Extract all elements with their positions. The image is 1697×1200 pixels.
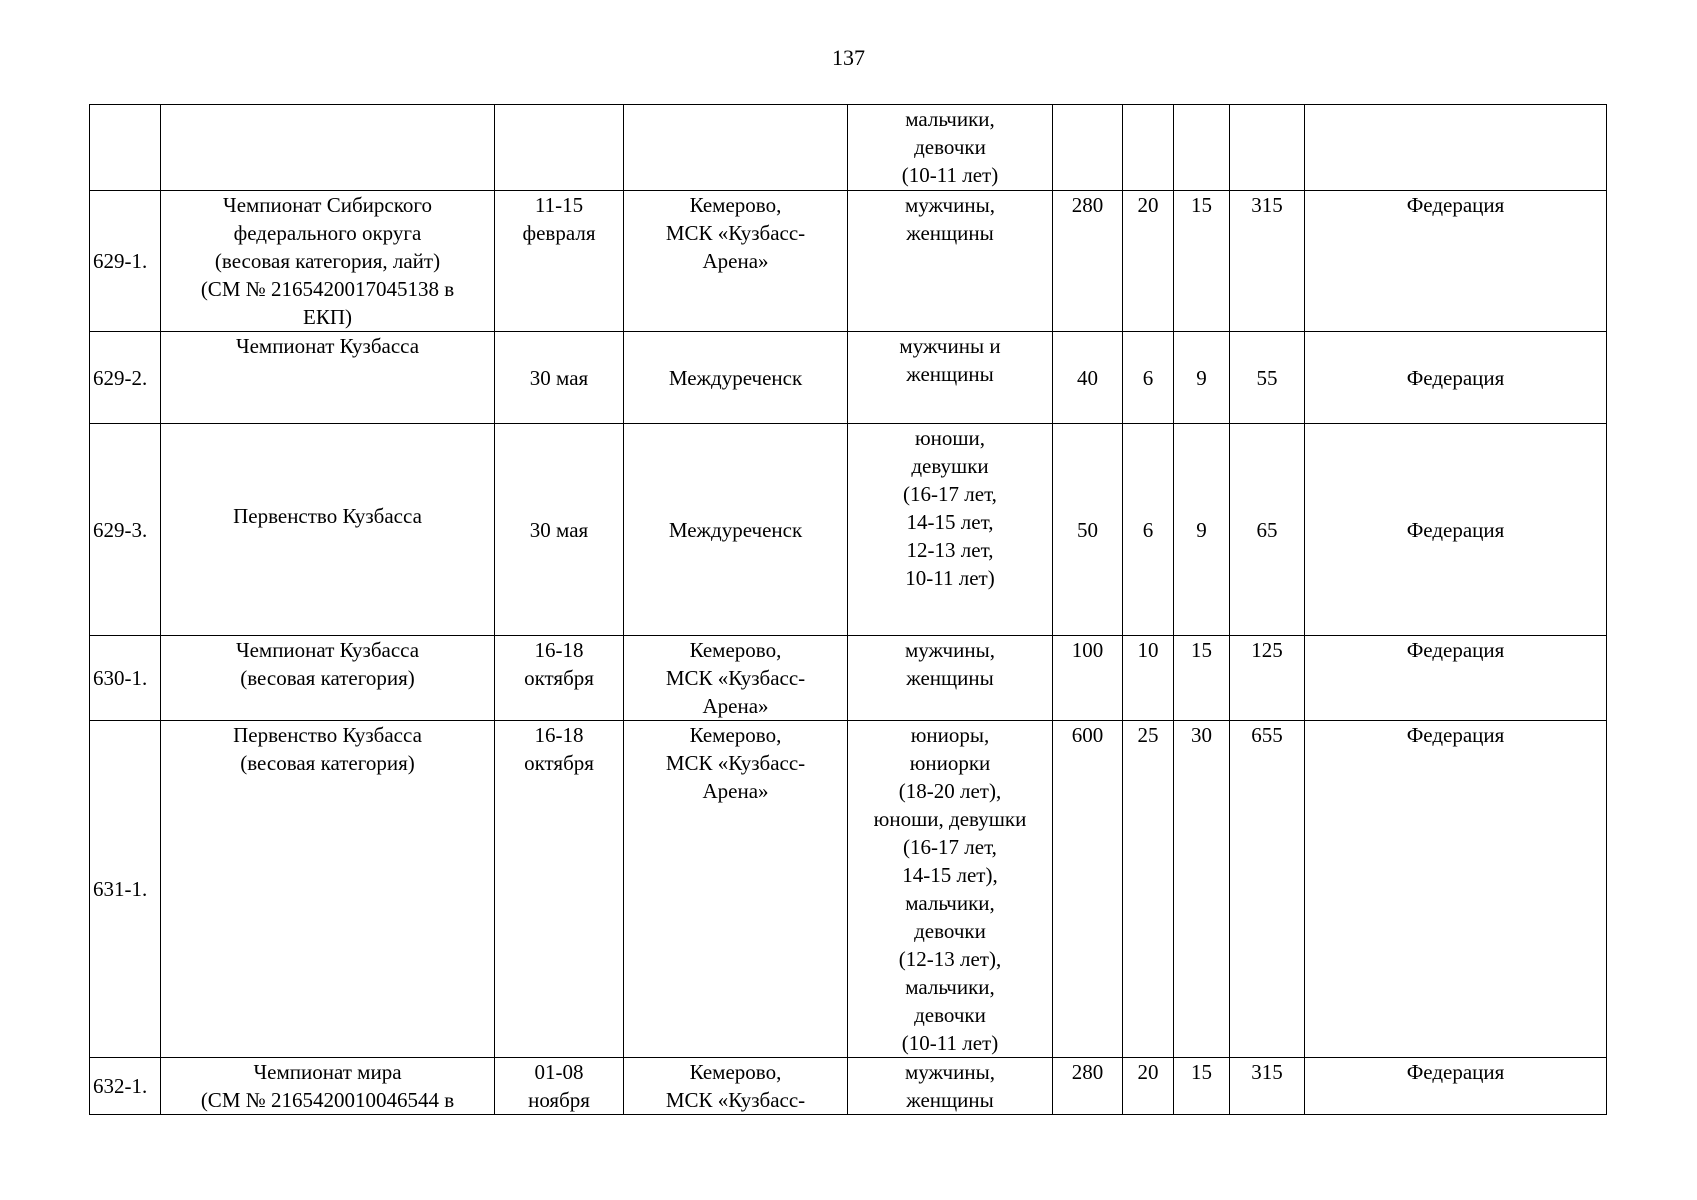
event-name: Первенство Кузбасса (весовая категория) xyxy=(161,721,495,1058)
event-location: Междуреченск xyxy=(624,424,848,636)
event-participants: мужчины, женщины xyxy=(848,636,1053,721)
event-location: Кемерово, МСК «Кузбасс- Арена» xyxy=(624,721,848,1058)
row-number xyxy=(90,105,161,191)
count-3 xyxy=(1174,105,1230,191)
row-number: 631-1. xyxy=(90,721,161,1058)
count-1: 50 xyxy=(1053,424,1123,636)
event-location xyxy=(624,105,848,191)
table-row xyxy=(90,191,1607,332)
event-participants: мужчины, женщины xyxy=(848,191,1053,332)
count-total: 315 xyxy=(1230,1058,1305,1115)
event-dates: 16-18 октября xyxy=(495,636,624,721)
count-2: 6 xyxy=(1123,332,1174,424)
event-dates: 01-08 ноября xyxy=(495,1058,624,1115)
page-number: 137 xyxy=(832,45,865,70)
row-number: 632-1. xyxy=(90,1058,161,1115)
event-participants: юниоры, юниорки (18-20 лет), юноши, девушки (16-17 лет, 14-15 лет), мальчики, девочки (12-13 лет), мальчики, девочки (10-11 лет) xyxy=(848,721,1053,1058)
count-total: 65 xyxy=(1230,424,1305,636)
row-number: 629-2. xyxy=(90,332,161,424)
count-total: 315 xyxy=(1230,191,1305,332)
row-number: 629-3. xyxy=(90,424,161,636)
count-1 xyxy=(1053,105,1123,191)
event-participants: мужчины и женщины xyxy=(848,332,1053,424)
event-participants: мальчики, девочки (10-11 лет) xyxy=(848,105,1053,191)
event-organizer: Федерация xyxy=(1305,191,1607,332)
event-location: Междуреченск xyxy=(624,332,848,424)
count-total xyxy=(1230,105,1305,191)
count-3: 30 xyxy=(1174,721,1230,1058)
count-3: 15 xyxy=(1174,1058,1230,1115)
row-number: 630-1. xyxy=(90,636,161,721)
event-dates: 16-18 октября xyxy=(495,721,624,1058)
count-1: 280 xyxy=(1053,191,1123,332)
event-organizer: Федерация xyxy=(1305,1058,1607,1115)
event-name: Чемпионат Кузбасса (весовая категория) xyxy=(161,636,495,721)
event-organizer: Федерация xyxy=(1305,332,1607,424)
event-organizer: Федерация xyxy=(1305,636,1607,721)
events-table xyxy=(89,104,1607,1115)
event-location: Кемерово, МСК «Кузбасс- Арена» xyxy=(624,191,848,332)
count-2: 6 xyxy=(1123,424,1174,636)
event-dates: 11-15 февраля xyxy=(495,191,624,332)
event-location: Кемерово, МСК «Кузбасс- Арена» xyxy=(624,636,848,721)
event-name: Чемпионат Кузбасса xyxy=(161,332,495,424)
count-2: 20 xyxy=(1123,191,1174,332)
count-3: 9 xyxy=(1174,332,1230,424)
count-1: 600 xyxy=(1053,721,1123,1058)
event-dates: 30 мая xyxy=(495,332,624,424)
count-1: 100 xyxy=(1053,636,1123,721)
event-organizer xyxy=(1305,105,1607,191)
table-row xyxy=(90,332,1607,424)
count-2: 25 xyxy=(1123,721,1174,1058)
row-number: 629-1. xyxy=(90,191,161,332)
event-name: Первенство Кузбасса xyxy=(161,424,495,636)
event-participants: юноши, девушки (16-17 лет, 14-15 лет, 12-13 лет, 10-11 лет) xyxy=(848,424,1053,636)
event-dates xyxy=(495,105,624,191)
count-3: 9 xyxy=(1174,424,1230,636)
count-2: 10 xyxy=(1123,636,1174,721)
table-row xyxy=(90,424,1607,636)
count-total: 125 xyxy=(1230,636,1305,721)
table-row xyxy=(90,1058,1607,1115)
count-2: 20 xyxy=(1123,1058,1174,1115)
table-row xyxy=(90,636,1607,721)
event-dates: 30 мая xyxy=(495,424,624,636)
count-total: 55 xyxy=(1230,332,1305,424)
count-2 xyxy=(1123,105,1174,191)
table-row xyxy=(90,721,1607,1058)
count-1: 40 xyxy=(1053,332,1123,424)
count-1: 280 xyxy=(1053,1058,1123,1115)
count-3: 15 xyxy=(1174,191,1230,332)
count-3: 15 xyxy=(1174,636,1230,721)
event-name: Чемпионат Сибирского федерального округа (весовая категория, лайт) (СМ № 2165420017045138 в ЕКП) xyxy=(161,191,495,332)
event-organizer: Федерация xyxy=(1305,424,1607,636)
count-total: 655 xyxy=(1230,721,1305,1058)
event-participants: мужчины, женщины xyxy=(848,1058,1053,1115)
event-location: Кемерово, МСК «Кузбасс- xyxy=(624,1058,848,1115)
event-name: Чемпионат мира (СМ № 2165420010046544 в xyxy=(161,1058,495,1115)
event-organizer: Федерация xyxy=(1305,721,1607,1058)
table-row xyxy=(90,105,1607,191)
event-name xyxy=(161,105,495,191)
